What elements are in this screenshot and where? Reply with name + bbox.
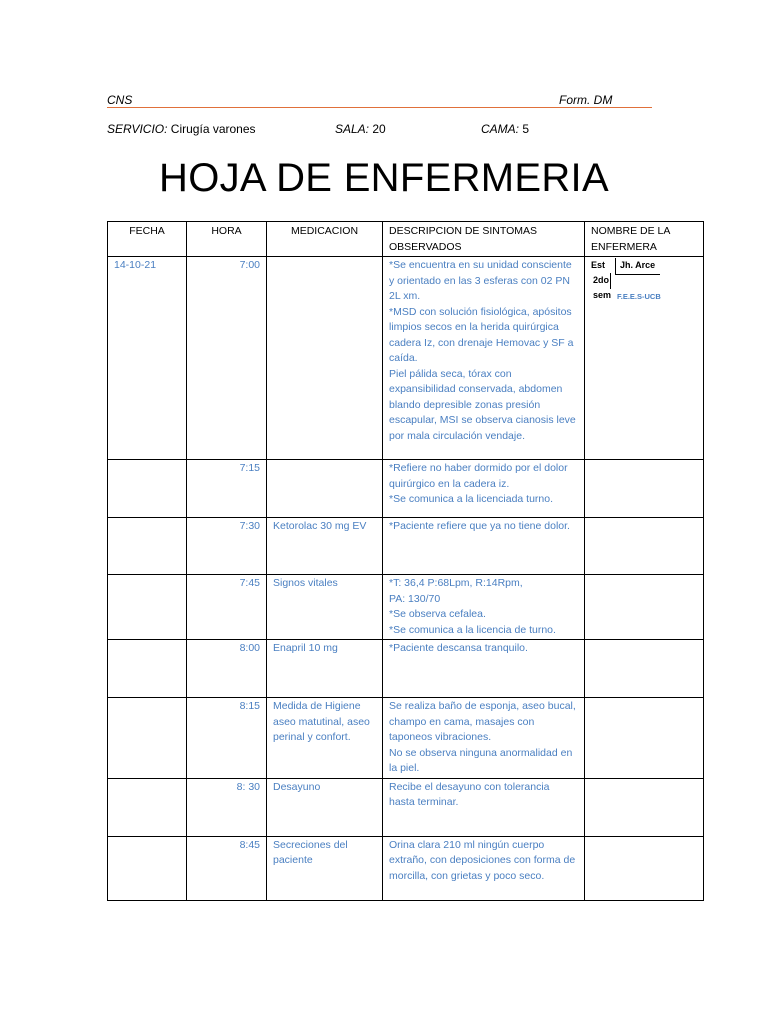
descripcion-entry: *MSD con solución fisiológica, apósitos limpios secos en la herida quirúrgica cadera Iz, con drenaje Hemovac y SF a caída. [389, 305, 574, 364]
descripcion-entry: Orina clara 210 ml ningún cuerpo extraño, con deposiciones con forma de morcilla, con grietas y poco seco. [389, 838, 576, 882]
table-row [108, 518, 704, 575]
table-row [108, 460, 704, 518]
descripcion-entry: *Se comunica a la licenciada turno. [389, 493, 554, 505]
hora-cell: 8:00 [187, 640, 267, 698]
form-label: Form. DM [559, 93, 613, 107]
servicio-field [107, 122, 256, 136]
table-row [108, 778, 704, 836]
header-medicacion: MEDICACION [267, 222, 383, 257]
header-descripcion: DESCRIPCION DE SINTOMAS OBSERVADOS [383, 222, 585, 257]
enfermera-cell [585, 640, 704, 698]
descripcion-entry: *Se observa cefalea. [389, 608, 486, 620]
enfermera-cell [585, 836, 704, 900]
descripcion-entry: Piel pálida seca, tórax con expansibilidad conservada, abdomen blando depresible zonas presión escapular, MSI se observa cianosis leve por mala circulación vendaje. [389, 367, 576, 442]
enfermera-cell [585, 778, 704, 836]
cama-label: CAMA: [481, 122, 520, 136]
fecha-cell [108, 575, 187, 640]
descripcion-cell [383, 575, 585, 640]
fecha-cell: 14-10-21 [108, 257, 187, 460]
hora-cell: 8: 30 [187, 778, 267, 836]
descripcion-entry: *Se encuentra en su unidad consciente y orientado en las 3 esferas con 02 PN 2L xm. [389, 259, 572, 302]
medicacion-cell: Secreciones del paciente [267, 836, 383, 900]
signature-org: F.E.E.S-UCB [617, 292, 661, 301]
org-label: CNS [107, 93, 133, 107]
fecha-cell [108, 518, 187, 575]
hora-cell: 7:45 [187, 575, 267, 640]
servicio-value: Cirugía varones [167, 122, 256, 136]
sala-label: SALA: [335, 122, 370, 136]
enfermera-cell [585, 460, 704, 518]
descripcion-cell [383, 836, 585, 900]
signature-est: Est [591, 260, 606, 270]
enfermera-cell [585, 575, 704, 640]
header-enfermera: NOMBRE DE LA ENFERMERA [585, 222, 704, 257]
table-row [108, 575, 704, 640]
table-row [108, 640, 704, 698]
hora-cell: 8:45 [187, 836, 267, 900]
hora-cell: 7:00 [187, 257, 267, 460]
hora-cell: 7:30 [187, 518, 267, 575]
signature-name: Jh. Arce [615, 258, 660, 275]
descripcion-entry: *Paciente descansa tranquilo. [389, 642, 528, 654]
nurse-signature [591, 258, 697, 318]
table-row [108, 836, 704, 900]
descripcion-cell [383, 778, 585, 836]
signature-year: 2do [593, 273, 611, 289]
descripcion-entry: Recibe el desayuno con tolerancia hasta terminar. [389, 780, 550, 808]
enfermera-cell [585, 698, 704, 779]
medicacion-cell [267, 257, 383, 460]
hora-cell: 7:15 [187, 460, 267, 518]
sala-value: 20 [369, 122, 386, 136]
cama-field [481, 122, 529, 136]
medicacion-cell: Medida de Higiene aseo matutinal, aseo perinal y confort. [267, 698, 383, 779]
cama-value: 5 [519, 122, 530, 136]
header-hora: HORA [187, 222, 267, 257]
descripcion-entry: Se realiza baño de esponja, aseo bucal, champo en cama, masajes con taponeos vibraciones. [389, 700, 576, 743]
hora-cell: 8:15 [187, 698, 267, 779]
fecha-cell [108, 640, 187, 698]
servicio-label: SERVICIO: [107, 122, 168, 136]
descripcion-cell [383, 518, 585, 575]
signature-sem: sem [593, 290, 612, 300]
table-row [108, 257, 704, 460]
medicacion-cell: Enapril 10 mg [267, 640, 383, 698]
descripcion-entry: *Refiere no haber dormido por el dolor quirúrgico en la cadera iz. [389, 462, 568, 490]
fecha-cell [108, 836, 187, 900]
descripcion-entry: No se observa ninguna anormalidad en la piel. [389, 746, 573, 774]
sala-field [335, 122, 386, 136]
enfermera-cell [585, 257, 704, 460]
table-row [108, 698, 704, 779]
descripcion-entry: PA: 130/70 [389, 592, 441, 605]
descripcion-entry: *T: 36,4 P:68Lpm, R:14Rpm, [389, 577, 523, 589]
descripcion-entry: *Paciente refiere que ya no tiene dolor. [389, 520, 570, 532]
header-fecha: FECHA [108, 222, 187, 257]
fecha-cell [108, 778, 187, 836]
medicacion-cell: Signos vitales [267, 575, 383, 640]
descripcion-entry: *Se comunica a la licencia de turno. [389, 623, 556, 636]
fecha-cell [108, 460, 187, 518]
medicacion-cell [267, 460, 383, 518]
table-header-row [108, 222, 704, 257]
descripcion-cell [383, 698, 585, 779]
nursing-table [107, 221, 704, 901]
medicacion-cell: Ketorolac 30 mg EV [267, 518, 383, 575]
fecha-cell [108, 698, 187, 779]
descripcion-cell [383, 640, 585, 698]
descripcion-cell [383, 460, 585, 518]
enfermera-cell [585, 518, 704, 575]
medicacion-cell: Desayuno [267, 778, 383, 836]
descripcion-cell [383, 257, 585, 460]
page-title: HOJA DE ENFERMERIA [159, 156, 609, 200]
